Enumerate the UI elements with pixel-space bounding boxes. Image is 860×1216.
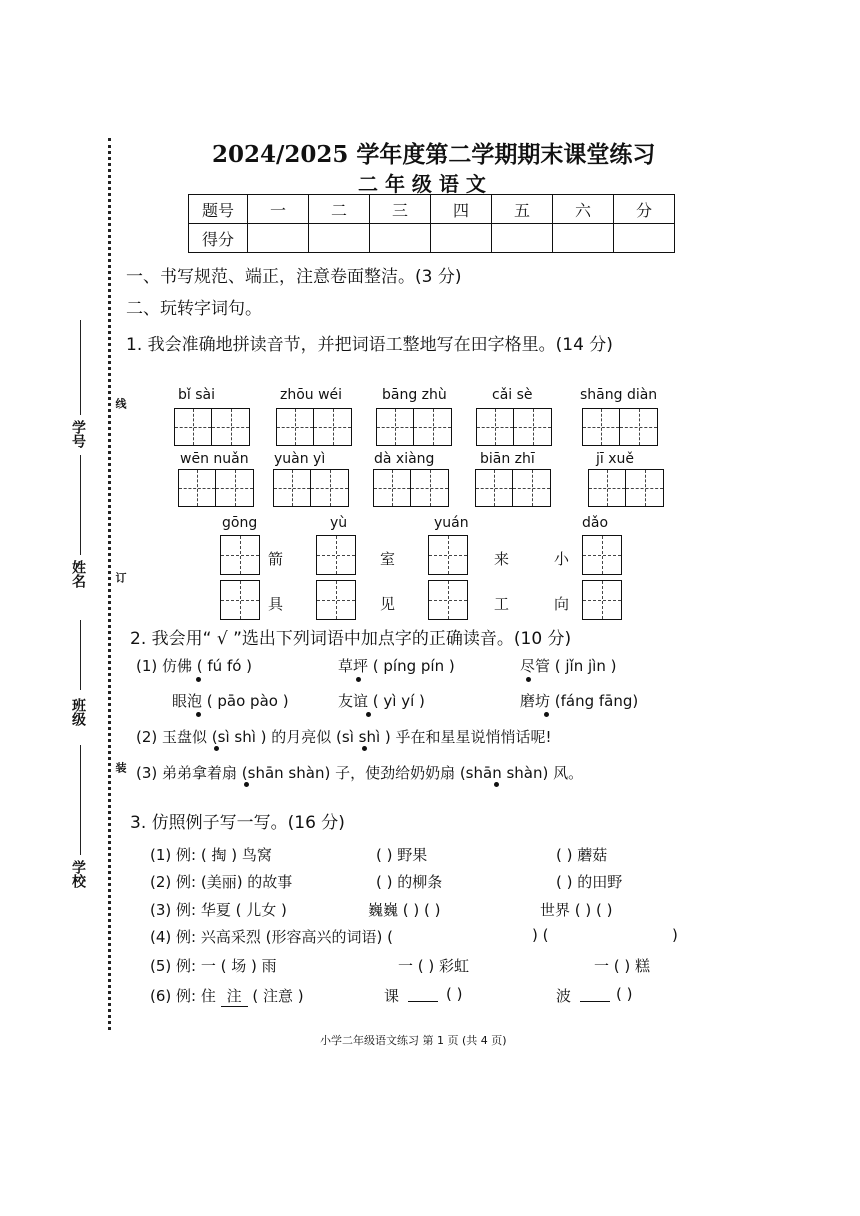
- school-line[interactable]: [80, 745, 81, 855]
- q3-example-prefix: (6) 例: 住: [150, 987, 216, 1005]
- score-input-cell[interactable]: [248, 224, 309, 253]
- q2-item: 友谊 ( yì yí ): [338, 692, 425, 710]
- score-value-row: [189, 224, 675, 253]
- q2-sentence: (3) 弟弟拿着扇 (shān shàn) 子，使劲给奶奶扇 (shān shàn) 风。: [136, 764, 584, 782]
- q3-underline-blank[interactable]: [580, 1001, 610, 1002]
- q3-blank[interactable]: ( ) 蘑菇: [556, 846, 608, 864]
- q3-row6-word: 波: [556, 987, 572, 1005]
- char-label: 见: [380, 595, 396, 613]
- score-table: [188, 194, 675, 253]
- emphasis-dot: [196, 712, 201, 717]
- emphasis-dot: [494, 782, 499, 787]
- char-label: 室: [380, 550, 396, 568]
- score-input-cell[interactable]: [309, 224, 370, 253]
- pinyin-label: dà xiàng: [374, 451, 435, 467]
- tianzige-cell[interactable]: [316, 535, 356, 575]
- score-header-cell: 分: [614, 195, 675, 224]
- tianzige-cell[interactable]: [220, 580, 260, 620]
- q3-example: (5) 例: 一 ( 场 ) 雨: [150, 957, 277, 975]
- q3-blank[interactable]: ( ): [446, 985, 463, 1003]
- score-header-cell: 二: [309, 195, 370, 224]
- score-header-row: [189, 195, 675, 224]
- q3-example: (1) 例: ( 掏 ) 鸟窝: [150, 846, 272, 864]
- emphasis-dot: [196, 677, 201, 682]
- tianzige-pair[interactable]: [475, 469, 551, 507]
- char-label: 小: [554, 550, 570, 568]
- q3-row6-word: 课: [384, 987, 400, 1005]
- q2-title: 2. 我会用“ √ ”选出下列词语中加点字的正确读音。(10 分): [130, 629, 572, 649]
- q2-item: 眼泡 ( pāo pào ): [172, 692, 289, 710]
- pinyin-label: jī xuě: [596, 451, 635, 467]
- tianzige-cell[interactable]: [582, 535, 622, 575]
- tianzige-pair[interactable]: [582, 408, 658, 446]
- pinyin-label: yuán: [434, 515, 469, 531]
- page-subtitle: 二 年 级 语 文: [358, 172, 486, 196]
- page-footer: 小学二年级语文练习 第 1 页 (共 4 页): [320, 1034, 507, 1047]
- q3-example-meaning: ( 注意 ): [252, 987, 304, 1005]
- char-label: 来: [494, 550, 510, 568]
- pinyin-label: dǎo: [582, 515, 609, 531]
- zhuang-label: 装: [114, 762, 127, 773]
- tianzige-pair[interactable]: [476, 408, 552, 446]
- tianzige-pair[interactable]: [174, 408, 250, 446]
- q3-blank[interactable]: ( ): [616, 985, 633, 1003]
- q3-blank[interactable]: 世界 ( ) ( ): [540, 901, 613, 919]
- pinyin-label: bāng zhù: [382, 387, 447, 403]
- score-input-cell[interactable]: [370, 224, 431, 253]
- pinyin-label: biān zhī: [480, 451, 535, 467]
- tianzige-pair[interactable]: [373, 469, 449, 507]
- score-input-cell[interactable]: [614, 224, 675, 253]
- tianzige-pair[interactable]: [376, 408, 452, 446]
- line-label: 线: [114, 398, 127, 409]
- char-label: 向: [554, 595, 570, 613]
- q3-example-6: [150, 985, 304, 1007]
- pinyin-label: zhōu wéi: [280, 387, 343, 403]
- score-input-cell[interactable]: [492, 224, 553, 253]
- q2-item: 磨坊 (fáng fāng): [520, 692, 639, 710]
- char-label: 箭: [268, 550, 284, 568]
- student-id-label: 学号: [70, 420, 86, 448]
- q3-blank[interactable]: ) (: [532, 926, 549, 944]
- q3-blank[interactable]: 一 ( ) 糕: [594, 957, 651, 975]
- pinyin-label: wēn nuǎn: [180, 451, 249, 467]
- score-header-cell: 三: [370, 195, 431, 224]
- emphasis-dot: [526, 677, 531, 682]
- tianzige-cell[interactable]: [428, 580, 468, 620]
- tianzige-cell[interactable]: [582, 580, 622, 620]
- char-label: 具: [268, 595, 284, 613]
- q3-blank[interactable]: ( ) 的田野: [556, 873, 623, 891]
- tianzige-pair[interactable]: [276, 408, 352, 446]
- q3-example: (3) 例: 华夏 ( 儿女 ): [150, 901, 287, 919]
- tianzige-pair[interactable]: [178, 469, 254, 507]
- score-header-cell: 六: [553, 195, 614, 224]
- q2-item: 草坪 ( píng pín ): [338, 657, 455, 675]
- binding-dotted-line: [108, 138, 111, 1030]
- page-title: 2024/2025 学年度第二学期期末课堂练习: [212, 141, 656, 168]
- section1-heading: 一、书写规范、端正，注意卷面整洁。(3 分): [126, 267, 462, 287]
- q2-sentence: (2) 玉盘似 (sì shì ) 的月亮似 (sì shì ) 乎在和星星说悄悄话呢!: [136, 728, 552, 746]
- score-row-label: 得分: [189, 224, 248, 253]
- score-input-cell[interactable]: [431, 224, 492, 253]
- ding-label: 订: [114, 572, 127, 583]
- q3-example: (2) 例: (美丽) 的故事: [150, 873, 293, 891]
- tianzige-cell[interactable]: [220, 535, 260, 575]
- tianzige-pair[interactable]: [588, 469, 664, 507]
- pinyin-label: gōng: [222, 515, 258, 531]
- q3-blank[interactable]: ( ) 的柳条: [376, 873, 443, 891]
- name-label: 姓名: [70, 560, 86, 588]
- tianzige-cell[interactable]: [428, 535, 468, 575]
- emphasis-dot: [366, 712, 371, 717]
- score-header-cell: 五: [492, 195, 553, 224]
- school-label: 学校: [70, 860, 86, 888]
- name-line[interactable]: [80, 455, 81, 555]
- q3-example-underline: 注: [221, 985, 248, 1007]
- student-id-line[interactable]: [80, 320, 81, 415]
- q3-blank[interactable]: ): [672, 926, 678, 944]
- q3-blank[interactable]: 巍巍 ( ) ( ): [368, 901, 441, 919]
- q3-underline-blank[interactable]: [408, 1001, 438, 1002]
- q2-item: (1) 仿佛 ( fú fó ): [136, 657, 253, 675]
- tianzige-pair[interactable]: [273, 469, 349, 507]
- score-header-cell: 题号: [189, 195, 248, 224]
- pinyin-label: bǐ sài: [178, 387, 215, 403]
- pinyin-label: yù: [330, 515, 348, 531]
- q3-blank[interactable]: 一 ( ) 彩虹: [398, 957, 470, 975]
- score-header-cell: 一: [248, 195, 309, 224]
- char-label: 工: [494, 595, 510, 613]
- tianzige-cell[interactable]: [316, 580, 356, 620]
- pinyin-label: cǎi sè: [492, 387, 533, 403]
- q1-title: 1. 我会准确地拼读音节，并把词语工整地写在田字格里。(14 分): [126, 335, 613, 355]
- pinyin-label: yuàn yì: [274, 451, 326, 467]
- score-header-cell: 四: [431, 195, 492, 224]
- emphasis-dot: [214, 746, 219, 751]
- q3-example: (4) 例: 兴高采烈 (形容高兴的词语) (: [150, 928, 393, 946]
- score-input-cell[interactable]: [553, 224, 614, 253]
- emphasis-dot: [362, 746, 367, 751]
- emphasis-dot: [356, 677, 361, 682]
- class-label: 班级: [70, 698, 86, 726]
- pinyin-label: shāng diàn: [580, 387, 658, 403]
- emphasis-dot: [244, 782, 249, 787]
- class-line[interactable]: [80, 620, 81, 690]
- q3-title: 3. 仿照例子写一写。(16 分): [130, 813, 345, 833]
- q2-item: 尽管 ( jǐn jìn ): [520, 657, 617, 675]
- q3-blank[interactable]: ( ) 野果: [376, 846, 428, 864]
- section2-heading: 二、玩转字词句。: [126, 299, 262, 319]
- emphasis-dot: [544, 712, 549, 717]
